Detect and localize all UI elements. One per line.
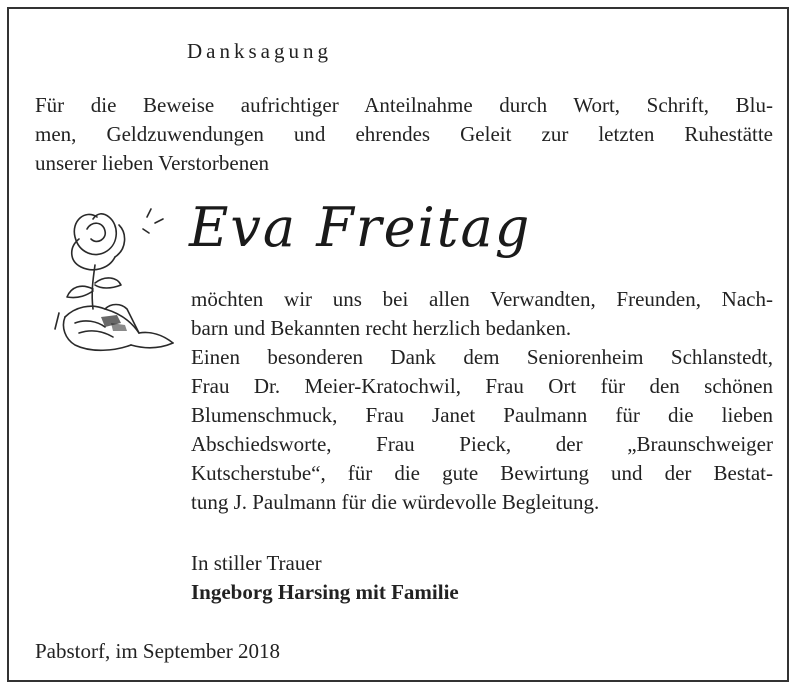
intro-line: Für die Beweise aufrichtiger Anteilnahme durch Wort, Schrift, Blu-	[35, 93, 773, 117]
deceased-name: Eva Freitag	[189, 196, 532, 259]
body-line: Einen besonderen Dank dem Seniorenheim Schlanstedt,	[191, 345, 773, 369]
family-name: Ingeborg Harsing mit Familie	[191, 580, 459, 604]
heading: Danksagung	[187, 39, 332, 63]
intro-text	[35, 91, 773, 178]
body-line: Frau Dr. Meier-Kratochwil, Frau Ort für den schönen	[191, 374, 773, 398]
intro-line: unserer lieben Verstorbenen	[35, 151, 270, 175]
body-line: Blumenschmuck, Frau Janet Paulmann für die lieben	[191, 403, 773, 427]
body-line: tung J. Paulmann für die würdevolle Begleitung.	[191, 490, 600, 514]
rose-in-hand-icon	[35, 199, 185, 369]
intro-line: men, Geldzuwendungen und ehrendes Geleit zur letzten Ruhestätte	[35, 122, 773, 146]
signoff-text: In stiller Trauer	[191, 551, 322, 575]
place-date: Pabstorf, im September 2018	[35, 639, 280, 663]
body-line: möchten wir uns bei allen Verwandten, Freunden, Nach-	[191, 287, 773, 311]
body-line: barn und Bekannten recht herzlich bedanken.	[191, 316, 572, 340]
signoff	[191, 549, 459, 607]
obituary-card	[7, 7, 789, 682]
body-line: Abschiedsworte, Frau Pieck, der „Braunschweiger	[191, 432, 773, 456]
body-text	[191, 285, 773, 517]
body-line: Kutscherstube“, für die gute Bewirtung und der Bestat-	[191, 461, 773, 485]
